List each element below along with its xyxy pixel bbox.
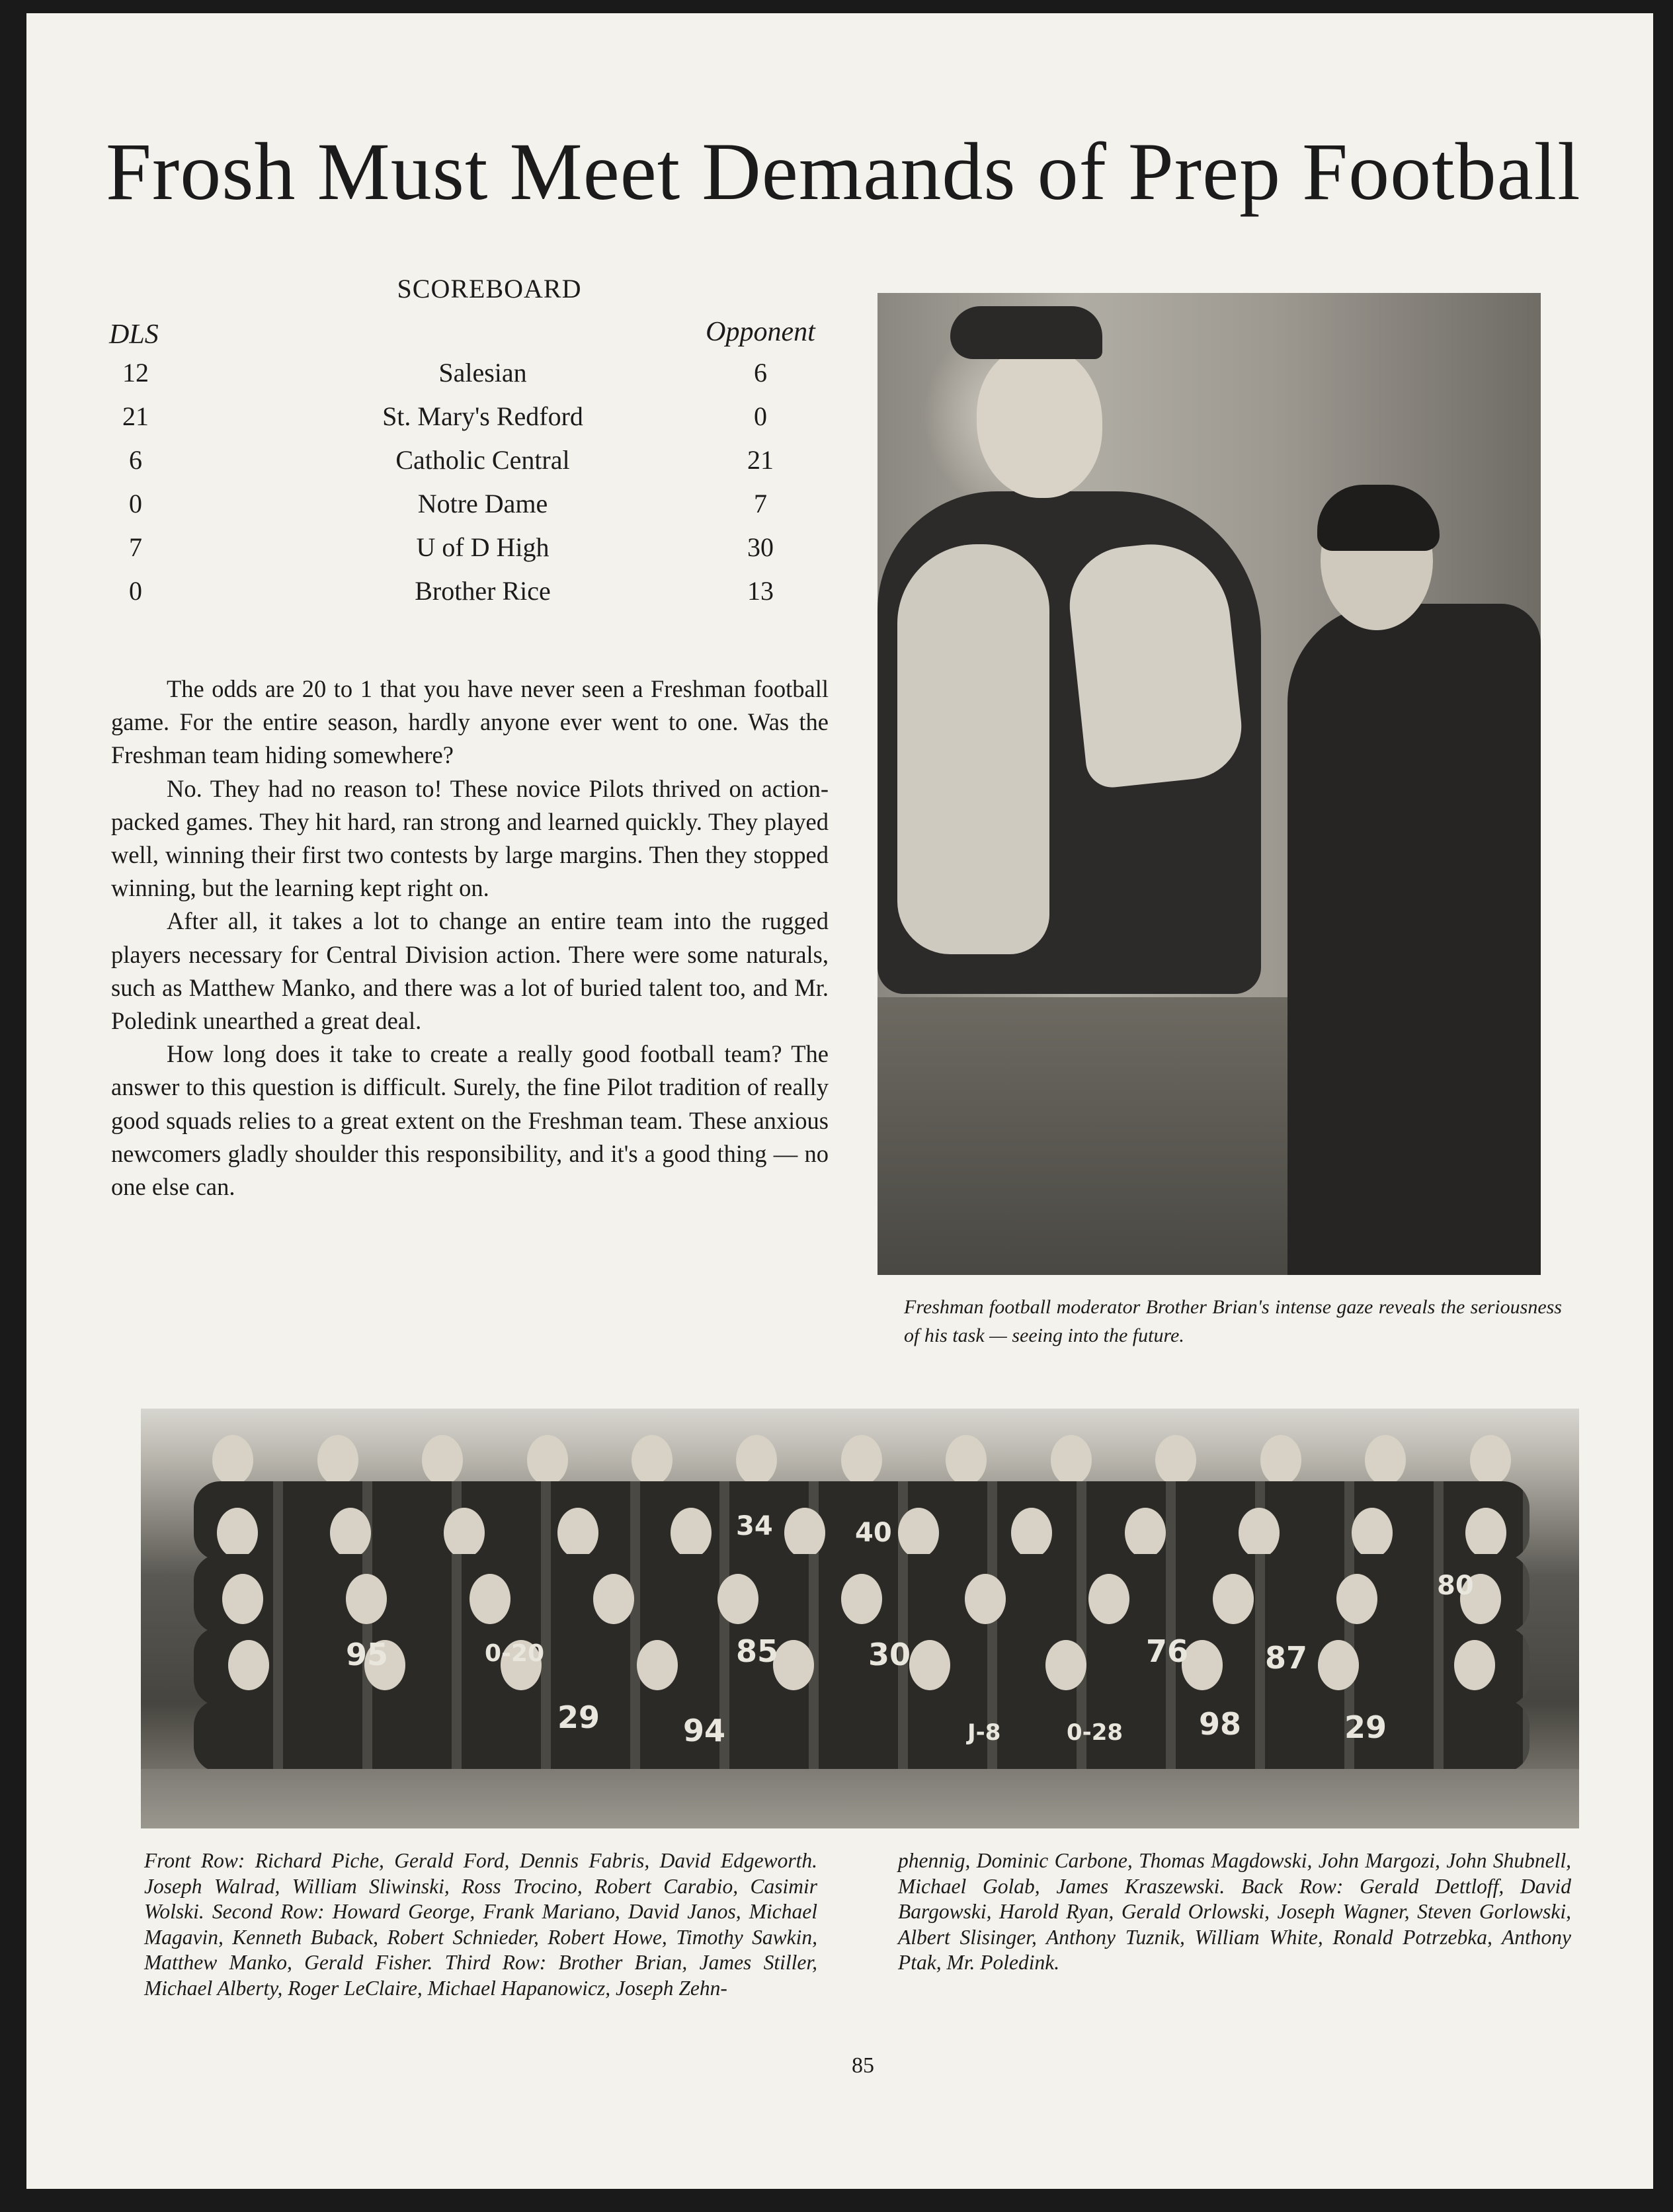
jacket-sleeve: [897, 544, 1049, 954]
opponent-team: Salesian: [438, 358, 527, 388]
opponent-team: U of D High: [416, 532, 550, 562]
article-paragraph: After all, it takes a lot to change an entire team into the rugged players necessary for Central Division action. There were some naturals, such as Matthew Manko, and there was a lot of buried talent too, and Mr. Poledink unearthed a great deal.: [111, 907, 829, 1035]
player-head: [1045, 1640, 1086, 1690]
player-head: [1318, 1640, 1359, 1690]
opponent-score: 21: [747, 445, 774, 475]
player-head: [671, 1508, 712, 1558]
player-head: [1155, 1435, 1196, 1485]
player-head: [736, 1435, 777, 1485]
jersey-number: 0-20: [485, 1640, 545, 1667]
jersey-number: 30: [868, 1637, 911, 1672]
jersey-number: J-8: [967, 1719, 1001, 1746]
article-paragraph: How long does it take to create a really good football team? The answer to this question is difficult. Surely, the fine Pilot tradition of really good squads relies to a great extent on the Freshman team. These anxious newcomers gladly shoulder this responsibility, and it's a good thing — no one else can.: [111, 1040, 829, 1201]
player-head: [1365, 1435, 1406, 1485]
second-row-heads: [181, 1574, 1543, 1624]
jersey-number: 29: [557, 1700, 600, 1735]
dls-score: 0: [129, 576, 142, 606]
opponent-team: Brother Rice: [415, 576, 551, 606]
jersey-number: 34: [736, 1511, 773, 1541]
opponent-team: Notre Dame: [417, 489, 548, 518]
player-head: [1239, 1508, 1280, 1558]
player-head: [637, 1640, 678, 1690]
scoreboard-col-opponent: Opponent: [706, 317, 815, 347]
front-row-jerseys: [194, 1700, 1530, 1772]
player-head: [1125, 1508, 1166, 1558]
opponent-score: 7: [754, 489, 767, 518]
player-head: [784, 1508, 825, 1558]
player-head: [422, 1435, 463, 1485]
player-head: [965, 1574, 1006, 1624]
player-head: [222, 1574, 263, 1624]
moderator-cap: [950, 306, 1102, 359]
player-head: [217, 1508, 258, 1558]
jersey-number: 0-28: [1067, 1719, 1123, 1746]
team-photo: [141, 1409, 1579, 1828]
article-paragraph: The odds are 20 to 1 that you have never seen a Freshman football game. For the entire season, hardly anyone ever went to one. Was the Freshman team hiding somewhere?: [111, 675, 829, 769]
jersey-number: 98: [1199, 1706, 1242, 1742]
yearbook-page: [26, 13, 1653, 2189]
player-head: [1465, 1508, 1506, 1558]
player-head: [946, 1435, 987, 1485]
scoreboard-row: [106, 532, 846, 575]
player-head: [1352, 1508, 1393, 1558]
player-head: [346, 1574, 387, 1624]
team-photo-caption-left: Front Row: Richard Piche, Gerald Ford, Dennis Fabris, David Edgeworth. Joseph Walrad, William Sliwinski, Ross Trocino, Robert Carabio, Casimir Wolski. Second Row: Howard George, Frank Mariano, David Janos, Michael Magavin, Kenneth Buback, Robert Schnieder, Robert Howe, Timothy Sawkin, Matthew Manko, Gerald Fisher. Third Row: Brother Brian, James Stiller, Michael Alberty, Roger LeClaire, Michael Hapanowicz, Joseph Zehn-: [144, 1849, 817, 2000]
scoreboard-row: [106, 357, 846, 401]
scoreboard-heading: SCOREBOARD: [397, 274, 582, 304]
jersey-number: 80: [1437, 1571, 1474, 1601]
opponent-score: 0: [754, 401, 767, 431]
player-head: [317, 1435, 358, 1485]
player-head: [1213, 1574, 1254, 1624]
player-head: [1051, 1435, 1092, 1485]
scoreboard-row: [106, 488, 846, 532]
player-head: [444, 1508, 485, 1558]
player-head: [527, 1435, 568, 1485]
scoreboard-row: [106, 444, 846, 488]
scoreboard-row: [106, 401, 846, 444]
opponent-team: Catholic Central: [395, 445, 570, 475]
player-head: [717, 1574, 758, 1624]
player-head: [1454, 1640, 1495, 1690]
player-head: [841, 1574, 882, 1624]
player-head: [1260, 1435, 1301, 1485]
dls-score: 6: [129, 445, 142, 475]
player-head: [228, 1640, 269, 1690]
player-head: [1011, 1508, 1052, 1558]
page-number: 85: [852, 2053, 874, 2078]
player-head: [557, 1508, 598, 1558]
player-head: [1088, 1574, 1129, 1624]
jersey-number: 87: [1265, 1640, 1308, 1676]
scoreboard-row: [106, 575, 846, 619]
scoreboard-col-dls: DLS: [109, 319, 159, 350]
opponent-score: 30: [747, 532, 774, 562]
article-paragraph: No. They had no reason to! These novice Pilots thrived on action-packed games. They hit hard, ran strong and learned quickly. They played well, winning their first two contests by large margins. Then they stopped winning, but the learning kept right on.: [111, 774, 829, 902]
opponent-score: 13: [747, 576, 774, 606]
player-head: [469, 1574, 510, 1624]
player-head: [212, 1435, 253, 1485]
moderator-head: [977, 346, 1102, 498]
player-head: [1470, 1435, 1511, 1485]
moderator-photo: [877, 293, 1541, 1275]
player-head: [898, 1508, 939, 1558]
dls-score: 0: [129, 489, 142, 518]
dls-score: 21: [122, 401, 149, 431]
jersey-number: 94: [683, 1713, 726, 1748]
opponent-team: St. Mary's Redford: [382, 401, 583, 431]
moderator-photo-caption: Freshman football moderator Brother Brian's intense gaze reveals the seriousness of his task — seeing into the future.: [904, 1296, 1562, 1346]
student-hair: [1317, 485, 1440, 551]
jersey-number: 95: [346, 1637, 389, 1672]
jersey-number: 76: [1146, 1633, 1189, 1669]
player-head: [632, 1435, 673, 1485]
jersey-number: 29: [1344, 1709, 1387, 1745]
player-head: [593, 1574, 634, 1624]
student-coat: [1287, 604, 1541, 1275]
player-head: [773, 1640, 814, 1690]
opponent-score: 6: [754, 358, 767, 388]
player-head: [1336, 1574, 1377, 1624]
dls-score: 12: [122, 358, 149, 388]
page-title: Frosh Must Meet Demands of Prep Football: [106, 126, 1581, 217]
player-head: [841, 1435, 882, 1485]
article-body: [111, 673, 829, 1204]
grass-field: [141, 1769, 1579, 1828]
dls-score: 7: [129, 532, 142, 562]
player-head: [330, 1508, 371, 1558]
team-photo-caption-right: phennig, Dominic Carbone, Thomas Magdowski, John Margozi, John Shubnell, Michael Golab, James Kraszewski. Back Row: Gerald Dettloff, David Bargowski, Harold Ryan, Gerald Orlowski, Joseph Wagner, Steven Gorlowski, Albert Slisinger, Anthony Tuznik, William White, Ronald Potrzebka, Anthony Ptak, Mr. Poledink.: [898, 1849, 1571, 1974]
player-head: [909, 1640, 950, 1690]
jersey-number: 85: [736, 1633, 779, 1669]
back-row-heads: [181, 1435, 1543, 1485]
jersey-number: 40: [855, 1518, 892, 1548]
